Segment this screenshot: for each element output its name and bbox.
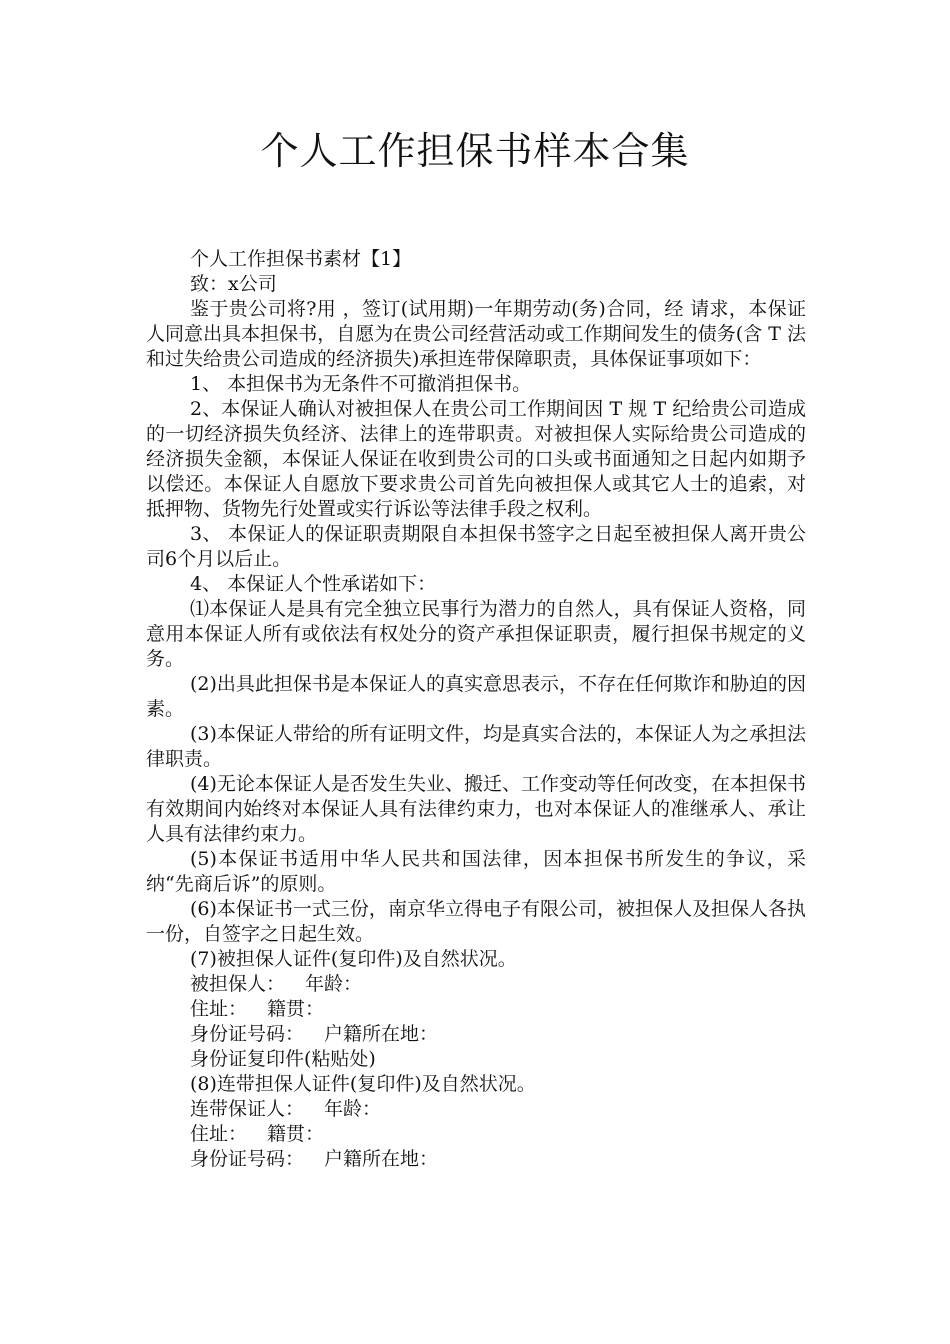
clause-2: 2、本保证人确认对被担保人在贵公司工作期间因 T 规 T 纪给贵公司造成的一切经济损失负经济、法律上的连带职责。对被担保人实际给贵公司造成的经济损失金额，本保证人保证在收到贵公司的口头或书面通知之日起内如期予以偿还。本保证人自愿放下要求贵公司首先向被担保人或其它人士的追索，对抵押物、货物先行处置或实行诉讼等法律手段之权利。 (146, 398, 806, 520)
guaranteed-address-label: 住址： (190, 998, 248, 1020)
guaranteed-household-label: 户籍所在地： (324, 1023, 439, 1045)
commitment-2: (2)出具此担保书是本保证人的真实意思表示，不存在任何欺诈和胁迫的因素。 (146, 673, 806, 720)
commitment-4: (4)无论本保证人是否发生失业、搬迁、工作变动等任何改变，在本担保书有效期间内始终对本保证人具有法律约束力，也对本保证人的准继承人、承让人具有法律约束力。 (146, 773, 806, 845)
joint-name-label: 连带保证人： (190, 1098, 305, 1120)
guaranteed-native-label: 籍贯： (267, 998, 325, 1020)
joint-address-label: 住址： (190, 1123, 248, 1145)
clause-1: 1、 本担保书为无条件不可撤消担保书。 (190, 373, 532, 395)
guaranteed-age-label: 年龄： (305, 973, 363, 995)
guaranteed-name-label: 被担保人： (190, 973, 286, 995)
commitment-1: ⑴本保证人是具有完全独立民事行为潜力的自然人，具有保证人资格，同意用本保证人所有或依法有权处分的资产承担保证职责，履行担保书规定的义务。 (146, 598, 806, 670)
joint-id-row (146, 1147, 806, 1172)
document-body (146, 247, 806, 1172)
clause-3: 3、 本保证人的保证职责期限自本担保书签字之日起至被担保人离开贵公司6个月以后止。 (146, 523, 806, 570)
section-heading: 个人工作担保书素材【1】 (190, 248, 412, 270)
guaranteed-name-age-row (146, 972, 806, 997)
document-title: 个人工作担保书样本合集 (260, 129, 690, 173)
intro-paragraph: 鉴于贵公司将?用 ，签订(试用期)一年期劳动(务)合同，经 请求，本保证人同意出具本担保书，自愿为在贵公司经营活动或工作期间发生的债务(含 T 法和过失给贵公司造成的经济损失)承担连带保障职责，具体保证事项如下： (146, 298, 806, 370)
commitment-7: (7)被担保人证件(复印件)及自然状况。 (190, 948, 517, 970)
guaranteed-id-row (146, 1022, 806, 1047)
joint-id-label: 身份证号码： (190, 1148, 305, 1170)
joint-household-label: 户籍所在地： (324, 1148, 439, 1170)
guaranteed-id-copy: 身份证复印件(粘贴处) (190, 1048, 376, 1070)
joint-native-label: 籍贯： (267, 1123, 325, 1145)
item-8: (8)连带担保人证件(复印件)及自然状况。 (190, 1073, 536, 1095)
joint-name-age-row (146, 1097, 806, 1122)
commitment-3: (3)本保证人带给的所有证明文件，均是真实合法的，本保证人为之承担法律职责。 (146, 723, 806, 770)
guaranteed-id-label: 身份证号码： (190, 1023, 305, 1045)
guaranteed-address-row (146, 997, 806, 1022)
clause-4: 4、 本保证人个性承诺如下： (190, 573, 437, 595)
commitment-6: (6)本保证书一式三份，南京华立得电子有限公司，被担保人及担保人各执一份，自签字之日起生效。 (146, 898, 806, 945)
addressee: 致：x公司 (190, 273, 277, 295)
commitment-5: (5)本保证书适用中华人民共和国法律，因本担保书所发生的争议，采纳“先商后诉”的原则。 (146, 848, 806, 895)
joint-address-row (146, 1122, 806, 1147)
joint-age-label: 年龄： (324, 1098, 382, 1120)
